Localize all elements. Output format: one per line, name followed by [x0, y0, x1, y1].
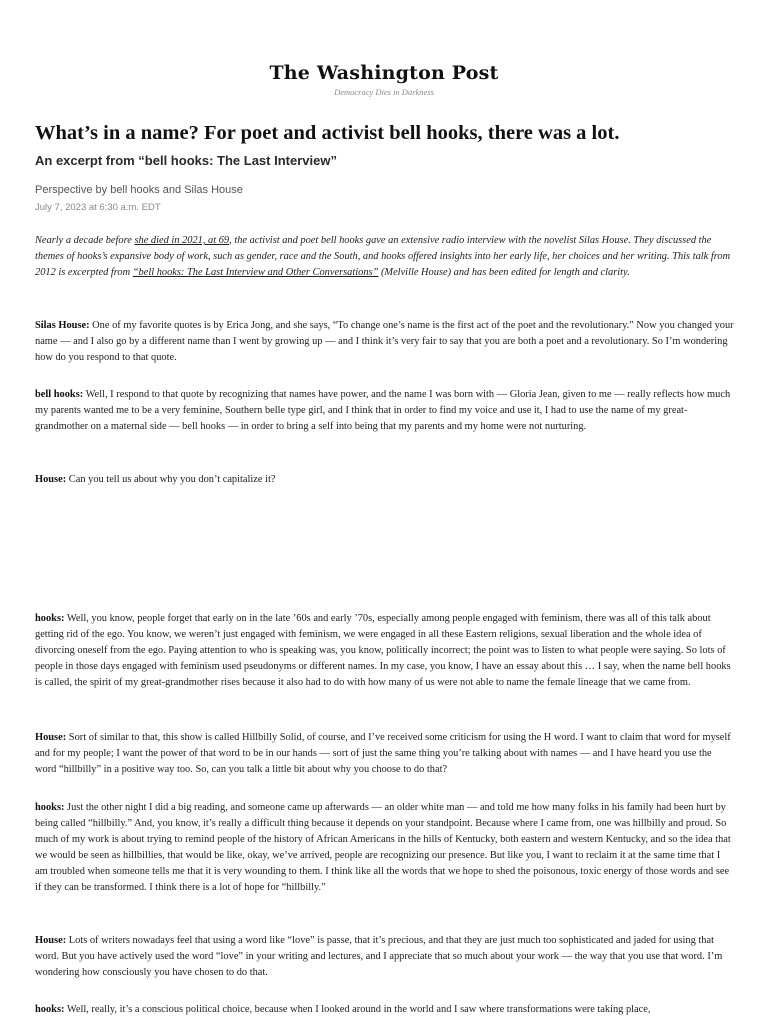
- interview-paragraph: [35, 730, 735, 778]
- interview-paragraph: [35, 472, 735, 488]
- interview-paragraph: [35, 933, 735, 981]
- paragraph-text: Just the other night I did a big reading, and someone came up afterwards — an older white man — and told me how many folks in his family had been hurt by being called “hillbilly.” And, you know, it’s really a difficult thing because it depends on your standpoint. Because where I came from, one was hillbilly and proud. So much of my work is about trying to remind people of the history of African Americans in the hills of Kentucky, both eastern and western Kentucky, and so the idea that we would be seen as hillbillies, that would be like, okay, we’ve arrived, people are recognizing our presence. But like you, I want to reclaim it at the same time that I am troubled when someone tells me that it is very wounding to them. I think like all the words that we hope to shed the poisonous, toxic energy of those words and see if they can be transformed. I think there is a lot of hope for “hillbilly.”: [35, 802, 731, 894]
- speaker-label: hooks:: [35, 802, 65, 813]
- speaker-label: Silas House:: [35, 320, 90, 331]
- speaker-label: hooks:: [35, 1004, 65, 1015]
- speaker-label: hooks:: [35, 613, 65, 624]
- intro-text-end: (Melville House) and has been edited for length and clarity.: [378, 267, 630, 279]
- masthead: [0, 0, 768, 97]
- book-link[interactable]: “bell hooks: The Last Interview and Other Conversations”: [132, 267, 379, 279]
- paragraph-text: Sort of similar to that, this show is called Hillbilly Solid, of course, and I’ve received some criticism for using the H word. I want to claim that word for myself and for my people; I want the power of that word to be in our hands — sort of just the same thing you’re talking about with names — and I have heard you use the word “hillbilly” in a positive way too. So, can you talk a little bit about why you choose to do that?: [35, 732, 731, 776]
- intro-text-start: Nearly a decade before: [35, 235, 135, 246]
- paragraph-text: One of my favorite quotes is by Erica Jong, and she says, “To change one’s name is the first act of the poet and the revolutionary.” Now you changed your name — and I also go by a different name than I went by growing up — and I think it’s very fair to say that you are both a poet and a revolutionary. So I’m wondering how do you respond to that quote.: [35, 320, 734, 364]
- article-byline: Perspective by bell hooks and Silas House: [35, 184, 243, 196]
- paragraph-text: Can you tell us about why you don’t capitalize it?: [66, 474, 276, 485]
- speaker-label: bell hooks:: [35, 389, 84, 400]
- paragraph-text: Well, really, it’s a conscious political choice, because when I looked around in the world and I saw where transformations were taking place,: [64, 1004, 651, 1015]
- interview-paragraph: [35, 387, 735, 435]
- intro-text-middle: , the activist and poet bell hooks gave an extensive radio interview with the novelist Silas House. They discussed the themes of hooks’s expansive body of work, such as gender, race and the South, and hooks offered insights into her early life, her choices and her writing. This talk from 2012 is excerpted from: [35, 235, 731, 279]
- article-headline: What’s in a name? For poet and activist bell hooks, there was a lot.: [35, 122, 620, 144]
- interview-paragraph: [35, 611, 735, 691]
- paragraph-text: Well, I respond to that quote by recognizing that names have power, and the name I was born with — Gloria Jean, given to me — really reflects how much my parents wanted me to be a very feminine, Southern belle type girl, and I think that in order to find my voice and use it, I had to use the name of my great-grandmother on a maternal side — bell hooks — in order to bring a self into being that my parents and my home were not nurturing.: [35, 389, 731, 433]
- masthead-tagline: Democracy Dies in Darkness: [334, 87, 434, 97]
- paragraph-text: Lots of writers nowadays feel that using a word like “love” is passe, that it’s precious, and that they are just much too sophisticated and jaded for using that word. But you have actively used the word “love” in your writing and lectures, and I appreciate that so much about your work — the way that you use that word. I’m wondering how consciously you have chosen to do that.: [35, 935, 723, 979]
- death-link[interactable]: she died in 2021, at 69: [134, 235, 230, 246]
- speaker-label: House:: [35, 474, 67, 485]
- washington-post-logo[interactable]: The Washington Post: [269, 62, 499, 84]
- interview-paragraph: [35, 1002, 735, 1018]
- speaker-label: House:: [35, 935, 67, 946]
- speaker-label: House:: [35, 732, 67, 743]
- paragraph-text: Well, you know, people forget that early on in the late ’60s and early ’70s, especially among people engaged with feminism, there was all of this talk about getting rid of the ego. You know, we weren’t just engaged with feminism, we were engaged in all these Eastern religions, sexual liberation and the whole idea of divorcing oneself from the ego. Paying attention to who is speaking was, you know, politically incorrect; the point was to listen to what people were saying. So lots of people in those days engaged with feminism used pseudonyms or different names. In my case, you know, I have an essay about this … I say, when the name bell hooks is called, the spirit of my great-grandmother rises because it also had to do with how many of us were not able to name the female lineage that we came from.: [35, 613, 731, 689]
- article-date: July 7, 2023 at 6:30 a.m. EDT: [35, 202, 161, 213]
- article-intro: [35, 233, 735, 281]
- interview-paragraph: [35, 800, 735, 897]
- interview-paragraph: [35, 318, 735, 366]
- article-subhead: An excerpt from “bell hooks: The Last Interview”: [35, 153, 337, 168]
